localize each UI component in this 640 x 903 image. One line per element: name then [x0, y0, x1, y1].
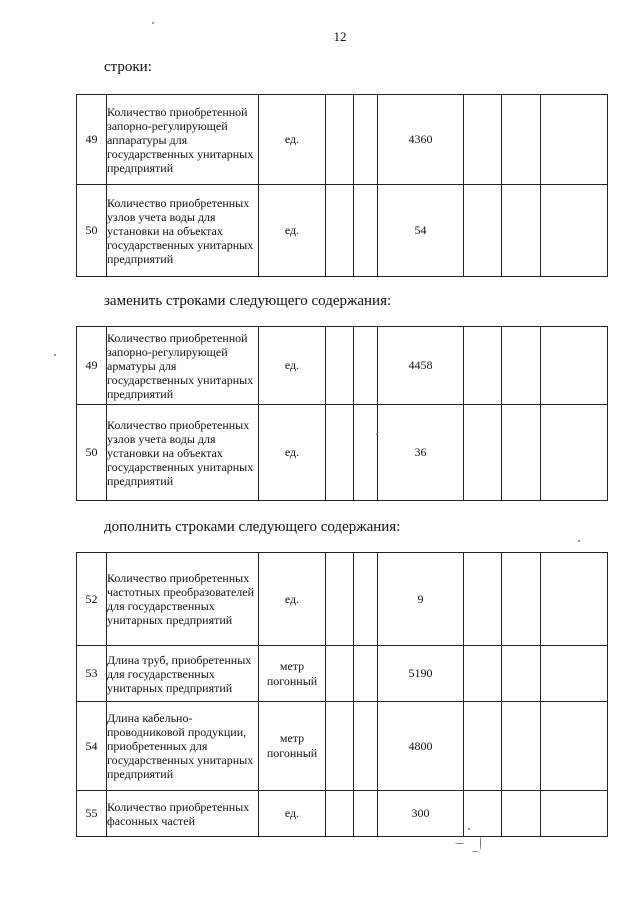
scan-speck — [376, 433, 378, 435]
unit-of-measure — [259, 553, 326, 646]
empty-cell — [326, 405, 354, 501]
indicator-value: 4800 — [378, 702, 464, 791]
empty-cell — [464, 95, 502, 185]
empty-cell — [541, 405, 608, 501]
table-replacement-rows — [76, 326, 608, 501]
empty-cell — [354, 791, 378, 837]
unit-of-measure — [259, 405, 326, 501]
indicator-name: Количество приобретенных фасонных частей — [107, 791, 259, 837]
unit-line: ед. — [284, 445, 300, 459]
table-row — [77, 702, 608, 791]
empty-cell — [326, 185, 354, 277]
unit-of-measure — [259, 702, 326, 791]
empty-cell — [502, 553, 541, 646]
empty-cell — [354, 405, 378, 501]
empty-cell — [326, 95, 354, 185]
row-number: 49 — [77, 95, 107, 185]
scan-speck — [578, 540, 580, 542]
empty-cell — [464, 702, 502, 791]
empty-cell — [354, 185, 378, 277]
row-number: 53 — [77, 646, 107, 702]
indicator-name: Количество приобретенных узлов учета воды для установки на объектах государственных унитарных предприятий — [107, 405, 259, 501]
unit-of-measure — [259, 646, 326, 702]
unit-of-measure — [259, 327, 326, 405]
row-number: 50 — [77, 185, 107, 277]
empty-cell — [502, 95, 541, 185]
scan-speck — [152, 22, 154, 24]
empty-cell — [326, 646, 354, 702]
empty-cell — [354, 95, 378, 185]
empty-cell — [541, 791, 608, 837]
empty-cell — [541, 327, 608, 405]
unit-line: ед. — [284, 806, 300, 820]
empty-cell — [354, 327, 378, 405]
empty-cell — [502, 327, 541, 405]
row-number: 49 — [77, 327, 107, 405]
indicator-value: 4458 — [378, 327, 464, 405]
empty-cell — [541, 553, 608, 646]
indicator-name: Количество приобретенных частотных преобразователей для государственных унитарных предприятий — [107, 553, 259, 646]
empty-cell — [354, 553, 378, 646]
table-row — [77, 553, 608, 646]
table-row — [77, 405, 608, 501]
table-added-rows — [76, 552, 608, 837]
empty-cell — [326, 327, 354, 405]
unit-line: погонный — [266, 746, 318, 760]
indicator-name: Количество приобретенных узлов учета воды для установки на объектах государственных унитарных предприятий — [107, 185, 259, 277]
scan-speck — [54, 354, 56, 356]
table-row — [77, 646, 608, 702]
empty-cell — [326, 791, 354, 837]
empty-cell — [464, 185, 502, 277]
indicator-value: 36 — [378, 405, 464, 501]
indicator-name: Количество приобретенной запорно-регулирующей арматуры для государственных унитарных предприятий — [107, 327, 259, 405]
section-intro-replace: заменить строками следующего содержания: — [104, 293, 392, 309]
row-number: 54 — [77, 702, 107, 791]
unit-line: ед. — [284, 223, 300, 237]
empty-cell — [541, 95, 608, 185]
unit-of-measure — [259, 95, 326, 185]
table-row — [77, 185, 608, 277]
indicator-value: 4360 — [378, 95, 464, 185]
empty-cell — [354, 646, 378, 702]
empty-cell — [464, 405, 502, 501]
indicator-value: 300 — [378, 791, 464, 837]
indicator-value: 54 — [378, 185, 464, 277]
row-number: 50 — [77, 405, 107, 501]
empty-cell — [464, 646, 502, 702]
empty-cell — [354, 702, 378, 791]
scan-speck — [472, 851, 478, 852]
indicator-name: Длина труб, приобретенных для государственных унитарных предприятий — [107, 646, 259, 702]
indicator-value: 5190 — [378, 646, 464, 702]
table-row — [77, 791, 608, 837]
empty-cell — [464, 327, 502, 405]
empty-cell — [541, 702, 608, 791]
unit-line: метр — [279, 658, 305, 673]
unit-line: метр — [279, 731, 305, 745]
unit-of-measure — [259, 185, 326, 277]
empty-cell — [502, 185, 541, 277]
scan-speck — [480, 836, 481, 850]
empty-cell — [326, 553, 354, 646]
empty-cell — [502, 646, 541, 702]
page-number: 12 — [333, 29, 347, 44]
unit-line: погонный — [266, 673, 318, 688]
table-old-rows — [76, 94, 608, 277]
empty-cell — [541, 646, 608, 702]
empty-cell — [502, 405, 541, 501]
scan-speck — [468, 828, 470, 830]
unit-of-measure — [259, 791, 326, 837]
indicator-name: Количество приобретенной запорно-регулирующей аппаратуры для государственных унитарных предприятий — [107, 95, 259, 185]
row-number: 52 — [77, 553, 107, 646]
empty-cell — [502, 791, 541, 837]
table-row — [77, 327, 608, 405]
row-number: 55 — [77, 791, 107, 837]
table-row — [77, 95, 608, 185]
unit-line: ед. — [284, 132, 300, 146]
unit-line: ед. — [284, 358, 300, 372]
empty-cell — [541, 185, 608, 277]
indicator-value: 9 — [378, 553, 464, 646]
empty-cell — [502, 702, 541, 791]
indicator-name: Длина кабельно-проводниковой продукции, приобретенных для государственных унитарных предприятий — [107, 702, 259, 791]
scan-speck — [455, 843, 464, 844]
section-intro-add: дополнить строками следующего содержания: — [104, 519, 401, 535]
empty-cell — [326, 702, 354, 791]
empty-cell — [464, 553, 502, 646]
unit-line: ед. — [284, 591, 300, 606]
section-intro-old: строки: — [104, 59, 152, 75]
